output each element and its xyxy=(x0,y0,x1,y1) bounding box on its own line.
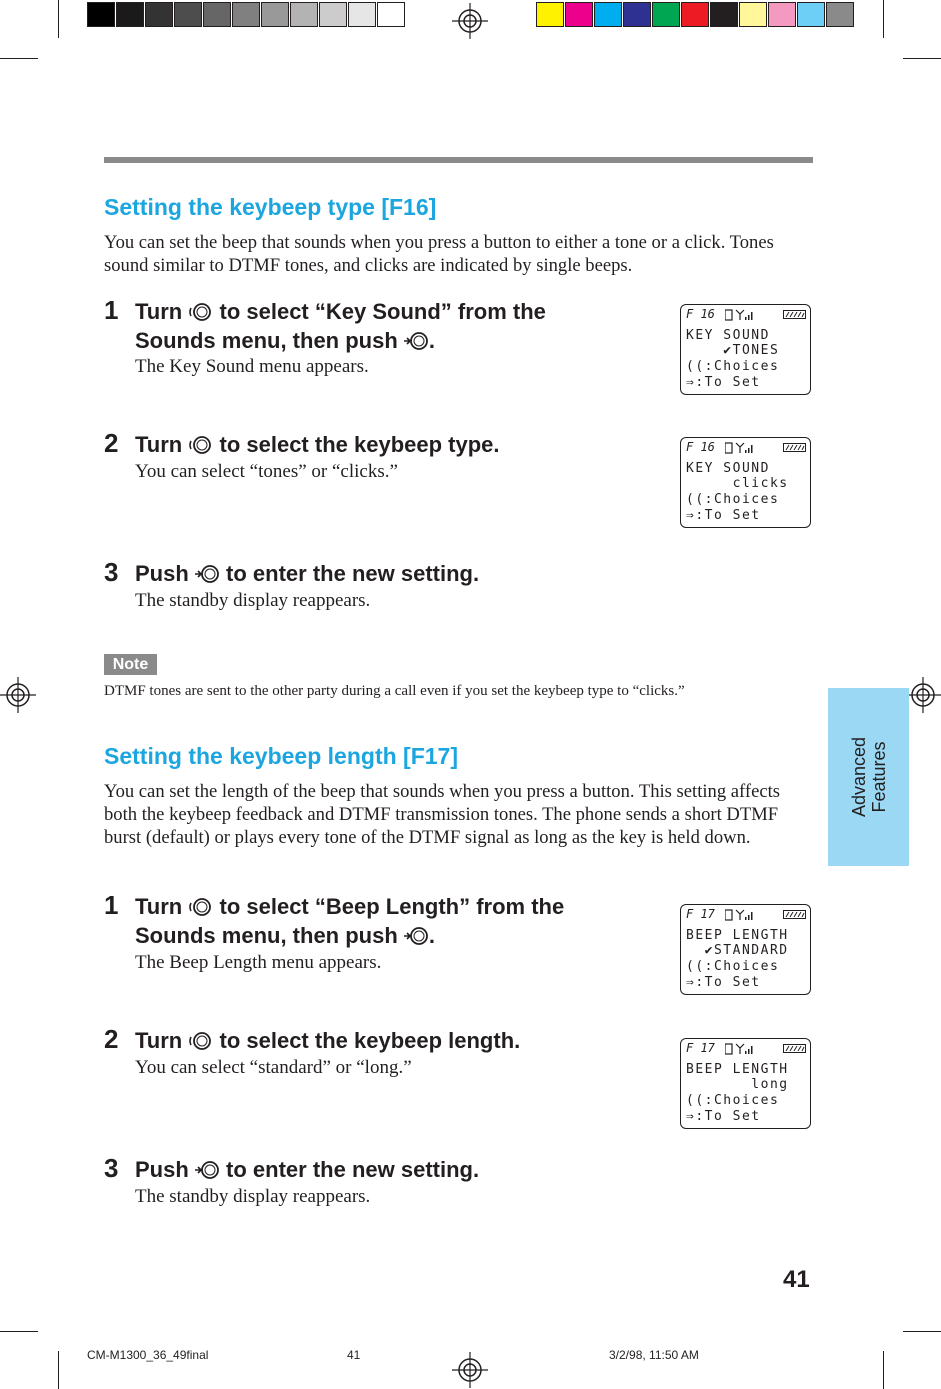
step-heading: Turn to select “Key Sound” from the Sounds menu, then push . xyxy=(135,299,546,353)
lcd-function-code: F 16 xyxy=(686,307,715,321)
lcd-function-code: F 17 xyxy=(686,1041,715,1055)
color-swatch xyxy=(797,2,825,27)
gray-swatch xyxy=(232,2,260,27)
crop-mark xyxy=(58,0,59,38)
signal-strength-icon xyxy=(725,909,755,921)
color-swatch xyxy=(739,2,767,27)
color-swatch xyxy=(594,2,622,27)
registration-target-icon xyxy=(905,677,941,713)
step-number: 2 xyxy=(104,428,119,458)
lcd-display: F 17 BEEP LENGTH long ((:Choices ⇒:To Set xyxy=(680,1038,811,1129)
registration-target-icon xyxy=(452,1352,488,1388)
slug-date: 3/2/98, 11:50 AM xyxy=(609,1348,699,1362)
signal-strength-icon xyxy=(725,1043,755,1055)
page-number: 41 xyxy=(783,1266,810,1293)
jog-dial-push-icon xyxy=(195,1160,220,1180)
lcd-function-code: F 17 xyxy=(686,907,715,921)
step-body: The standby display reappears. xyxy=(135,590,371,611)
gray-swatch xyxy=(87,2,115,27)
color-swatch xyxy=(768,2,796,27)
color-swatch xyxy=(536,2,564,27)
lcd-display: F 17 BEEP LENGTH ✔STANDARD ((:Choices ⇒:To Set xyxy=(680,904,811,995)
battery-icon xyxy=(783,910,807,919)
note-badge: Note xyxy=(104,654,157,675)
jog-push-icon: ⇒ xyxy=(686,975,696,990)
gray-swatch xyxy=(377,2,405,27)
jog-push-icon: ⇒ xyxy=(686,375,696,390)
side-tab-label: Advanced Features xyxy=(849,736,889,818)
gray-swatch xyxy=(174,2,202,27)
crop-mark xyxy=(903,58,941,59)
step-body: You can select “tones” or “clicks.” xyxy=(135,461,398,482)
step-heading: Push to enter the new setting. xyxy=(135,1157,480,1182)
jog-push-icon: ⇒ xyxy=(686,508,696,523)
lcd-display: F 16 KEY SOUND clicks ((:Choices ⇒:To Set xyxy=(680,437,811,528)
note-text: DTMF tones are sent to the other party during a call even if you set the keybeep type to “clicks.” xyxy=(104,683,685,699)
gray-swatch xyxy=(261,2,289,27)
slug-page: 41 xyxy=(347,1348,361,1362)
jog-dial-push-icon xyxy=(404,926,429,946)
section-intro-keybeep-type: You can set the beep that sounds when you press a button to either a tone or a click. Tones sound similar to DTMF tones, and clicks are indicated by single beeps. xyxy=(104,232,774,276)
jog-turn-icon: (( xyxy=(686,1093,705,1108)
step-body: The Beep Length menu appears. xyxy=(135,952,382,973)
jog-turn-icon: (( xyxy=(686,359,705,374)
jog-dial-turn-icon xyxy=(188,435,213,455)
jog-dial-turn-icon xyxy=(188,302,213,322)
jog-dial-push-icon xyxy=(404,331,429,351)
step-number: 3 xyxy=(104,1153,119,1183)
color-swatch xyxy=(681,2,709,27)
step-heading: Turn to select the keybeep length. xyxy=(135,1028,521,1053)
crop-mark xyxy=(903,1331,941,1332)
slug-filename: CM-M1300_36_49final xyxy=(87,1348,209,1362)
step-number: 1 xyxy=(104,295,119,325)
signal-strength-icon xyxy=(725,309,755,321)
crop-mark xyxy=(58,1351,59,1389)
gray-swatch xyxy=(116,2,144,27)
gray-swatch xyxy=(145,2,173,27)
header-rule xyxy=(104,157,813,163)
step-body: The standby display reappears. xyxy=(135,1186,371,1207)
crop-mark xyxy=(883,0,884,38)
gray-swatch xyxy=(290,2,318,27)
gray-swatch xyxy=(348,2,376,27)
battery-icon xyxy=(783,443,807,452)
color-swatch xyxy=(710,2,738,27)
step-number: 2 xyxy=(104,1024,119,1054)
color-swatch xyxy=(565,2,593,27)
section-heading-keybeep-type: Setting the keybeep type [F16] xyxy=(104,194,437,220)
gray-swatch xyxy=(203,2,231,27)
crop-mark xyxy=(883,1351,884,1389)
section-heading-keybeep-length: Setting the keybeep length [F17] xyxy=(104,743,458,769)
color-swatch xyxy=(623,2,651,27)
jog-dial-turn-icon xyxy=(188,1031,213,1051)
section-intro-keybeep-length: You can set the length of the beep that sounds when you press a button. This setting affects both the keybeep feedback and DTMF transmission tones. The phone sends a short DTMF burst (default) or plays every tone of the DTMF signal as long as the key is held down. xyxy=(104,781,780,848)
step-body: The Key Sound menu appears. xyxy=(135,356,369,377)
step-heading: Turn to select the keybeep type. xyxy=(135,432,500,457)
jog-push-icon: ⇒ xyxy=(686,1109,696,1124)
step-heading: Push to enter the new setting. xyxy=(135,561,480,586)
color-swatch xyxy=(652,2,680,27)
crop-mark xyxy=(0,58,38,59)
lcd-display: F 16 KEY SOUND ✔TONES ((:Choices ⇒:To Set xyxy=(680,304,811,395)
registration-target-icon xyxy=(452,3,488,39)
color-swatch xyxy=(826,2,854,27)
step-number: 3 xyxy=(104,557,119,587)
battery-icon xyxy=(783,1044,807,1053)
lcd-function-code: F 16 xyxy=(686,440,715,454)
jog-turn-icon: (( xyxy=(686,959,705,974)
step-body: You can select “standard” or “long.” xyxy=(135,1057,412,1078)
signal-strength-icon xyxy=(725,442,755,454)
registration-target-icon xyxy=(0,677,36,713)
jog-dial-push-icon xyxy=(195,564,220,584)
step-number: 1 xyxy=(104,890,119,920)
gray-swatch xyxy=(319,2,347,27)
crop-mark xyxy=(0,1331,38,1332)
jog-dial-turn-icon xyxy=(188,897,213,917)
step-heading: Turn to select “Beep Length” from the Sounds menu, then push . xyxy=(135,894,565,948)
battery-icon xyxy=(783,310,807,319)
jog-turn-icon: (( xyxy=(686,492,705,507)
